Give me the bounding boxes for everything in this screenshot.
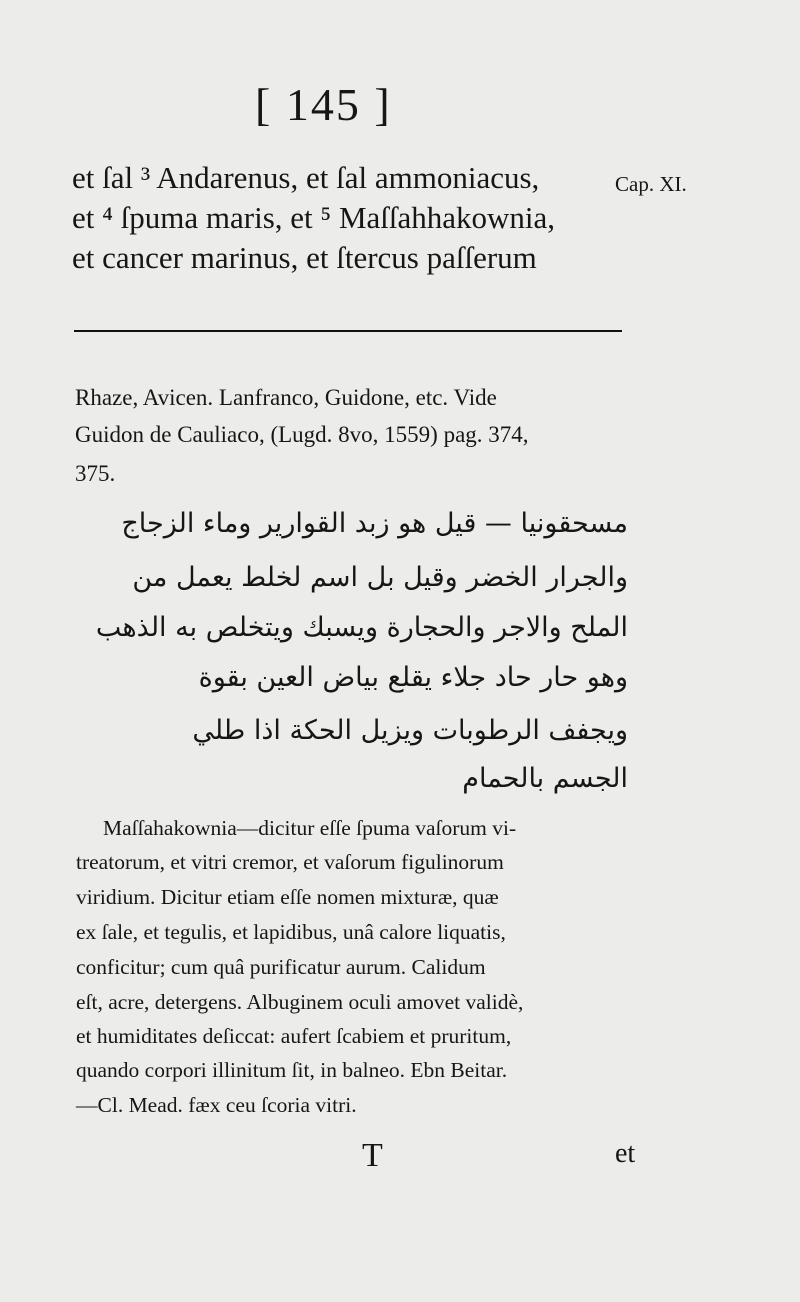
main-text-line-3: et cancer marinus, et ſtercus paſſerum bbox=[72, 240, 537, 275]
arabic-line-6: الجسم بالحمام bbox=[462, 763, 628, 794]
translation-line-3: viridium. Dicitur etiam eſſe nomen mixturæ, quæ bbox=[76, 885, 499, 909]
catchword: et bbox=[615, 1138, 636, 1169]
translation-line-9: —Cl. Mead. fæx ceu ſcoria vitri. bbox=[76, 1093, 357, 1117]
arabic-line-1: مسحقونيا — قيل هو زبد القوارير وماء الزجاج bbox=[121, 508, 628, 539]
arabic-line-4: وهو حار حاد جلاء يقلع بياض العين بقوة bbox=[198, 662, 628, 693]
footnote-line-1: Rhaze, Avicen. Lanfranco, Guidone, etc. Vide bbox=[75, 385, 497, 410]
footnote-line-3: 375. bbox=[75, 461, 116, 486]
translation-line-1: Maſſahakownia—dicitur eſſe ſpuma vaſorum vi- bbox=[103, 816, 517, 840]
main-text-line-1: et ſal ³ Andarenus, et ſal ammoniacus, bbox=[72, 160, 540, 195]
translation-line-4: ex ſale, et tegulis, et lapidibus, unâ calore liquatis, bbox=[76, 920, 506, 944]
page-number: [ 145 ] bbox=[255, 79, 392, 130]
signature-mark: T bbox=[362, 1137, 383, 1174]
translation-line-8: quando corpori illinitum ſit, in balneo. Ebn Beitar. bbox=[76, 1058, 508, 1082]
footnote-rule bbox=[74, 330, 622, 332]
translation-line-6: eſt, acre, detergens. Albuginem oculi amovet validè, bbox=[76, 990, 524, 1014]
main-text-line-2: et ⁴ ſpuma maris, et ⁵ Maſſahhakownia, bbox=[72, 200, 556, 235]
arabic-line-3: الملح والاجر والحجارة ويسبك ويتخلص به الذهب bbox=[95, 612, 628, 643]
translation-line-5: conficitur; cum quâ purificatur aurum. Calidum bbox=[76, 955, 486, 979]
translation-line-2: treatorum, et vitri cremor, et vaſorum figulinorum bbox=[76, 850, 504, 874]
translation-line-7: et humiditates deſiccat: aufert ſcabiem et pruritum, bbox=[76, 1024, 512, 1048]
footnote-line-2: Guidon de Cauliaco, (Lugd. 8vo, 1559) pag. 374, bbox=[75, 422, 529, 447]
chapter-margin-note: Cap. XI. bbox=[615, 172, 687, 196]
arabic-line-2: والجرار الخضر وقيل بل اسم لخلط يعمل من bbox=[132, 562, 628, 593]
arabic-line-5: ويجفف الرطوبات ويزيل الحكة اذا طلي bbox=[192, 715, 628, 746]
